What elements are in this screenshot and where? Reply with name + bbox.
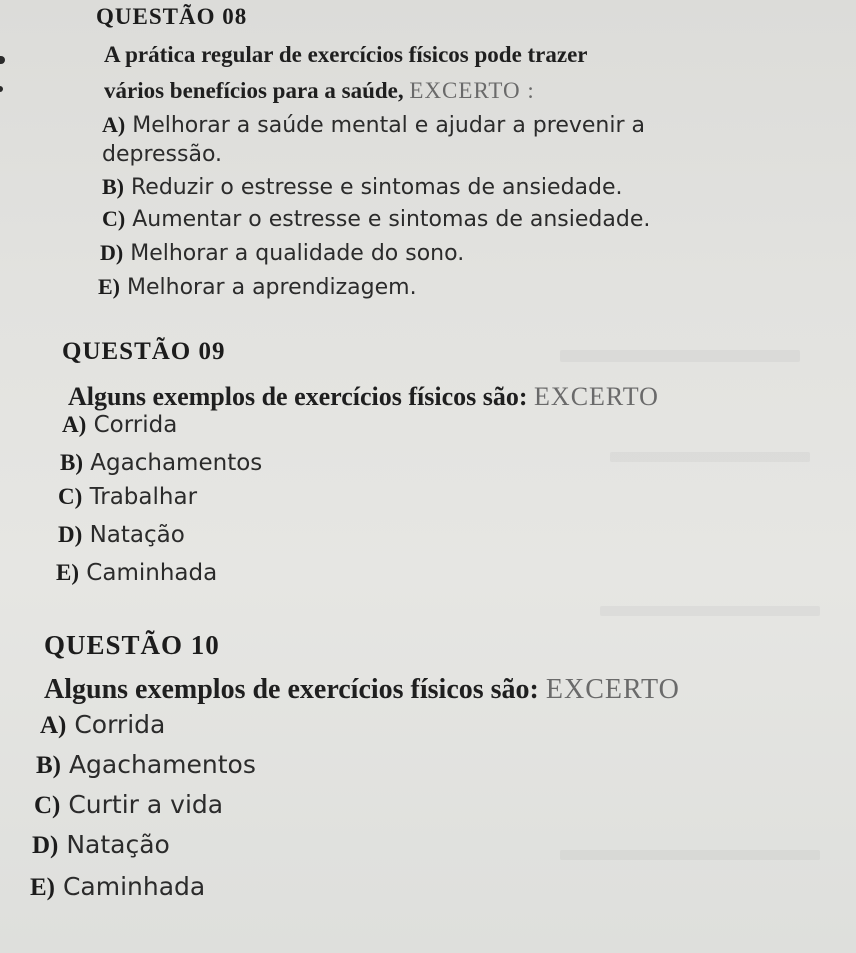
option-a-continued xyxy=(102,142,222,167)
option-a xyxy=(40,710,165,740)
option-text: depressão. xyxy=(102,142,223,167)
option-text: Melhorar a aprendizagem. xyxy=(120,275,417,300)
show-through-mark xyxy=(560,850,820,860)
option-letter: A) xyxy=(40,712,67,739)
option-a xyxy=(62,412,177,438)
excerpt-label: EXCERTO xyxy=(545,674,680,705)
margin-mark xyxy=(0,56,5,64)
option-text: Reduzir o estresse e sintomas de ansiedade. xyxy=(124,175,623,200)
option-letter: A) xyxy=(102,112,126,137)
option-text: Aumentar o estresse e sintomas de ansiedade. xyxy=(125,207,651,232)
option-letter: A) xyxy=(62,412,87,437)
option-a xyxy=(102,112,645,138)
option-text: Natação xyxy=(82,522,185,548)
stem-text: Alguns exemplos de exercícios físicos são: xyxy=(44,674,546,705)
question-stem xyxy=(44,674,680,706)
option-letter: E) xyxy=(30,874,55,901)
stem-text: Alguns exemplos de exercícios físicos são: xyxy=(68,382,535,411)
option-letter: B) xyxy=(36,752,61,779)
option-text: Caminhada xyxy=(55,872,206,901)
show-through-mark xyxy=(600,606,820,616)
option-d xyxy=(32,830,170,860)
margin-mark xyxy=(0,86,3,92)
question-title: QUESTÃO 10 xyxy=(44,630,220,660)
option-letter: B) xyxy=(102,174,124,199)
option-text: Curtir a vida xyxy=(60,790,224,819)
option-c xyxy=(102,206,650,232)
option-text: Corrida xyxy=(66,710,166,739)
option-letter: C) xyxy=(34,792,61,819)
question-title: QUESTÃO 08 xyxy=(96,4,248,29)
question-stem: A prática regular de exercícios físicos pode trazer xyxy=(104,42,588,67)
option-e xyxy=(56,560,217,586)
option-e xyxy=(30,872,205,902)
option-c xyxy=(58,484,197,510)
option-letter: E) xyxy=(56,560,79,585)
option-text: Natação xyxy=(58,830,170,859)
option-letter: D) xyxy=(32,832,59,859)
option-letter: C) xyxy=(102,206,126,231)
option-d xyxy=(58,522,185,548)
show-through-mark xyxy=(610,452,810,462)
option-letter: C) xyxy=(58,484,83,509)
option-letter: B) xyxy=(60,450,83,475)
option-text: Melhorar a qualidade do sono. xyxy=(123,241,465,266)
excerpt-label: EXCERTO : xyxy=(409,78,535,103)
option-text: Trabalhar xyxy=(82,484,198,510)
stem-text: vários benefícios para a saúde, xyxy=(104,78,410,103)
show-through-mark xyxy=(560,350,800,362)
option-text: Caminhada xyxy=(79,560,218,586)
option-text: Corrida xyxy=(86,412,178,438)
option-d xyxy=(100,240,464,266)
option-letter: E) xyxy=(98,274,120,299)
option-text: Agachamentos xyxy=(61,750,256,779)
option-letter: D) xyxy=(58,522,83,547)
option-letter: D) xyxy=(100,240,124,265)
option-c xyxy=(34,790,223,820)
option-text: Melhorar a saúde mental e ajudar a prevenir a xyxy=(125,113,646,138)
option-b xyxy=(60,450,262,476)
option-b xyxy=(36,750,256,780)
question-title: QUESTÃO 09 xyxy=(62,338,226,365)
question-stem xyxy=(68,382,659,412)
option-e xyxy=(98,274,417,300)
excerpt-label: EXCERTO xyxy=(534,382,659,411)
option-b xyxy=(102,174,623,200)
option-text: Agachamentos xyxy=(83,450,263,476)
question-stem xyxy=(104,78,535,104)
